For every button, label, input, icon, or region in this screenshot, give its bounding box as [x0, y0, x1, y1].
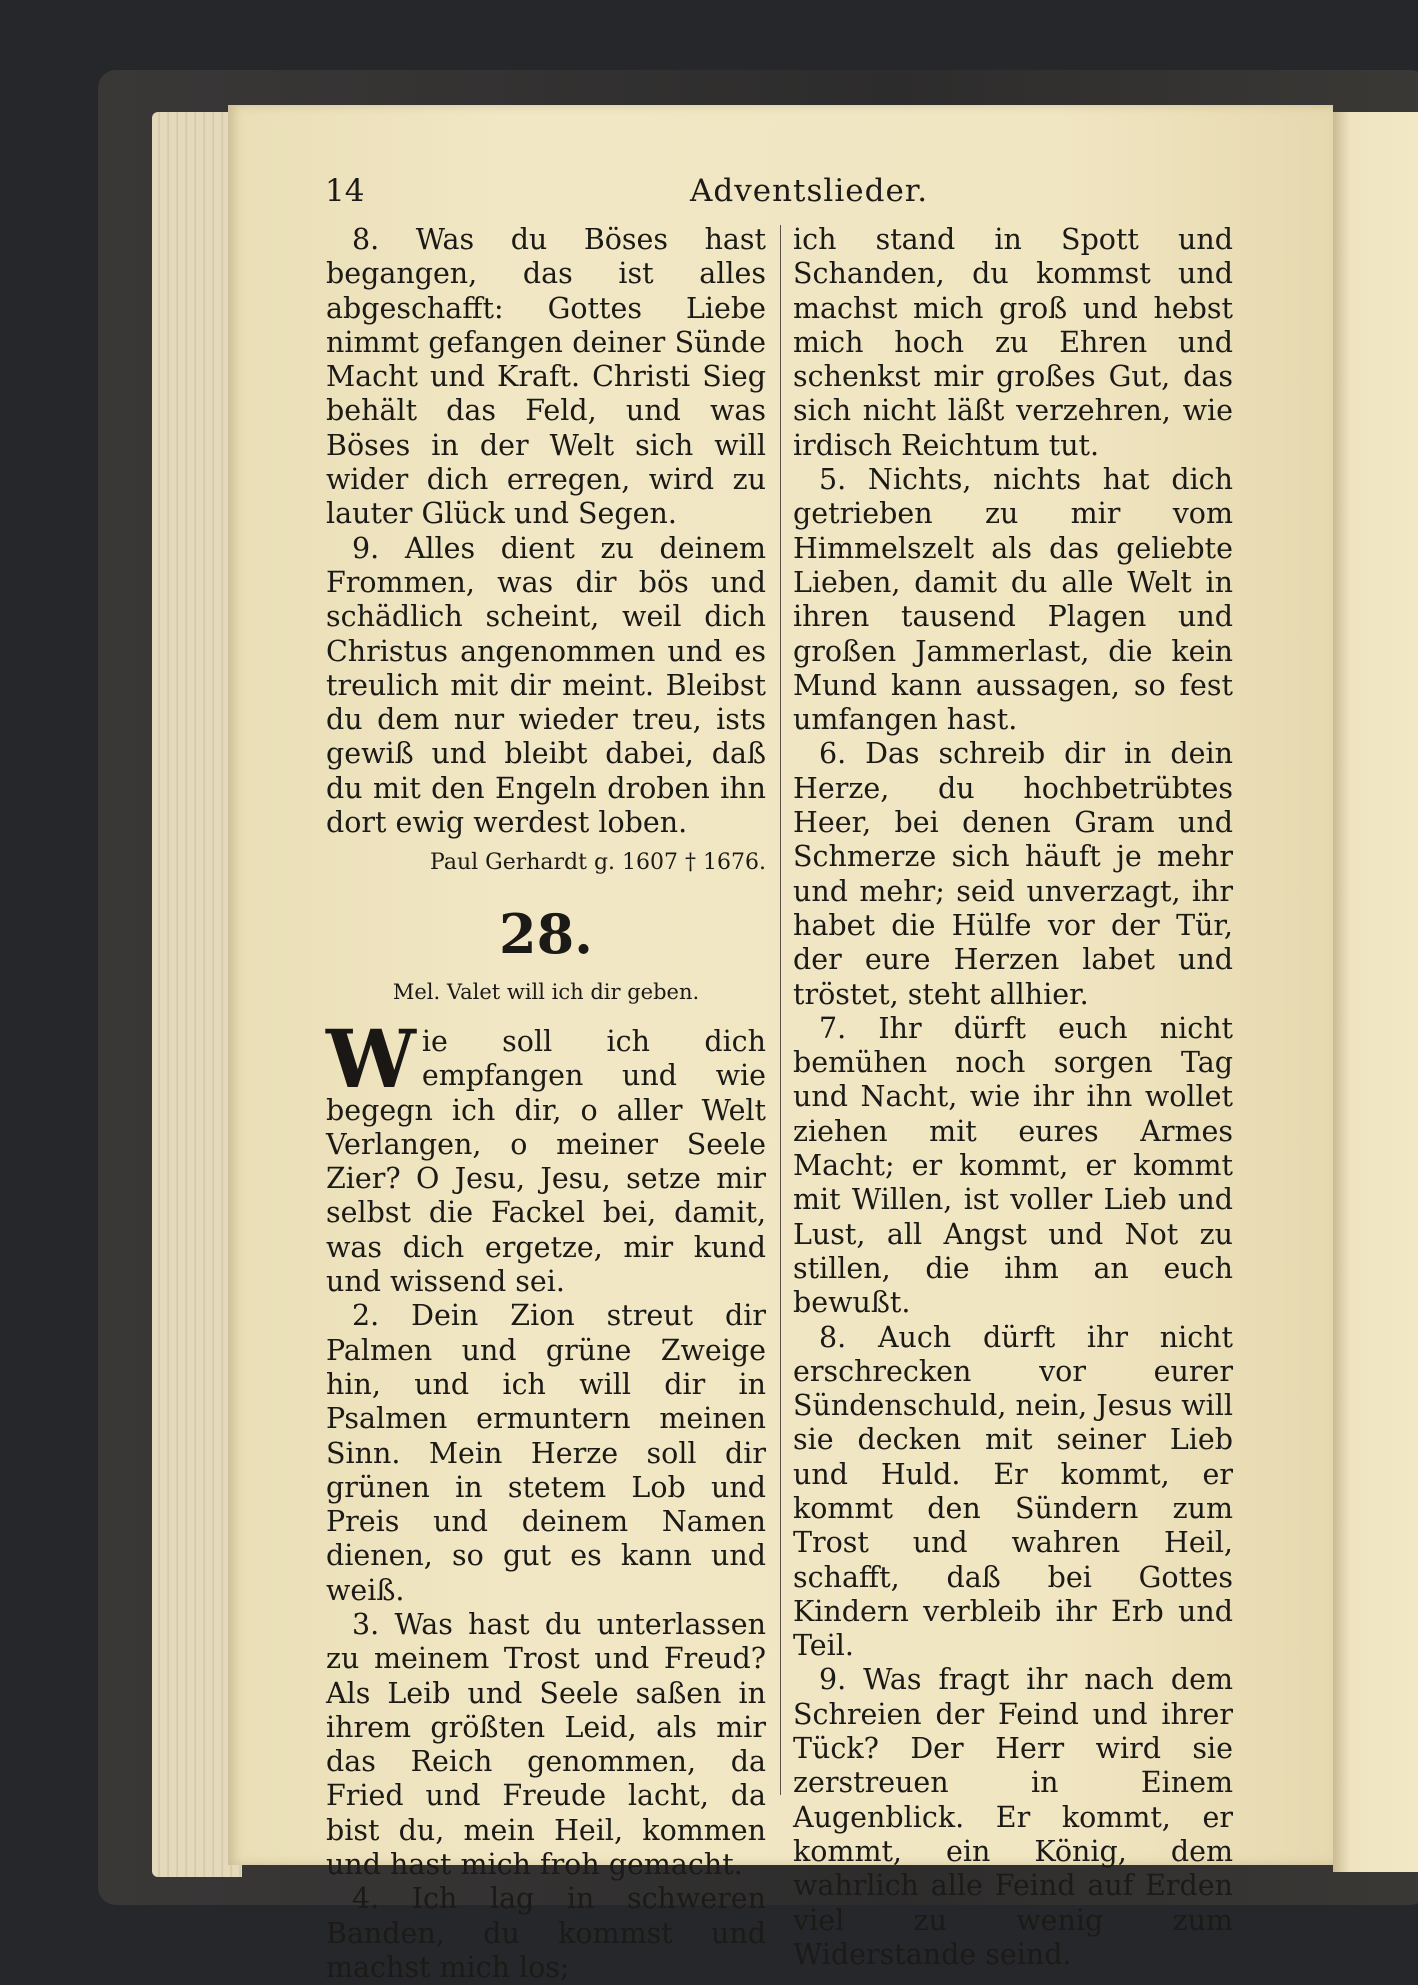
- drop-cap: W: [326, 1011, 416, 1106]
- verse-1: [326, 1011, 766, 1299]
- verse-6: 6. Das schreib dir in dein Herze, du hochbetrübtes Heer, bei denen Gram und Schmerze sich häuft je mehr und mehr; seid unverzagt, ihr habet die Hülfe vor der Tür, der eure Herzen labet und tröstet, steht allhier.: [793, 737, 1233, 1011]
- facing-page-edge: [1333, 112, 1418, 1872]
- book-page: [228, 105, 1333, 1984]
- verse-5: 5. Nichts, nichts hat dich getrieben zu mir vom Himmelszelt als das geliebte Lieben, damit du alle Welt in ihren tausend Plagen und großen Jammerlast, die kein Mund kann aussagen, so fest umfangen hast.: [793, 463, 1233, 737]
- left-column: [326, 223, 766, 1985]
- column-rule: [780, 225, 781, 1795]
- running-head: Adventslieder.: [690, 173, 929, 209]
- verse-8: 8. Auch dürft ihr nicht erschrecken vor eurer Sündenschuld, nein, Jesus will sie decken mit seiner Lieb und Huld. Er kommt, er kommt den Sündern zum Trost und wahren Heil, schafft, daß bei Gottes Kindern verbleib ihr Erb und Teil.: [793, 1320, 1233, 1663]
- verse-4-start: 4. Ich lag in schweren Banden, du kommst und machst mich los;: [326, 1882, 766, 1984]
- melody-line: Mel. Valet will ich dir geben.: [392, 979, 700, 1004]
- page-header: [325, 173, 1095, 221]
- verse-8-previous-hymn: 8. Was du Böses hast begangen, das ist alles abgeschafft: Gottes Liebe nimmt gefangen deiner Sünde Macht und Kraft. Christi Sieg behält das Feld, und was Böses in der Welt sich will wider dich erregen, wird zu lauter Glück und Segen.: [326, 223, 766, 531]
- page-number: 14: [325, 173, 365, 209]
- verse-2: 2. Dein Zion streut dir Palmen und grüne Zweige hin, und ich will dir in Psalmen ermuntern meinen Sinn. Mein Herze soll dir grünen in stetem Lob und Preis und deinem Namen dienen, so gut es kann und weiß.: [326, 1299, 766, 1607]
- verse-9-previous-hymn: 9. Alles dient zu deinem Frommen, was dir bös und schädlich scheint, weil dich Christus angenommen und es treulich mit dir meint. Bleibst du dem nur wieder treu, ists gewiß und bleibt dabei, daß du mit den Engeln droben ihn dort ewig werdest loben.: [326, 531, 766, 840]
- right-column: [793, 223, 1233, 1972]
- verse-1-text: ie soll ich dich empfangen und wie begegn ich dir, o aller Welt Verlangen, o meiner Seele Zier? O Jesu, Jesu, setze mir selbst die Fackel bei, damit, was dich ergetze, mir kund und wissend sei.: [326, 1024, 766, 1299]
- verse-9: 9. Was fragt ihr nach dem Schreien der Feind und ihrer Tück? Der Herr wird sie zerstreuen in Einem Augenblick. Er kommt, er kommt, ein König, dem wahrlich alle Feind auf Erden viel zu wenig zum Widerstande seind.: [793, 1663, 1233, 1971]
- hymn-author: Paul Gerhardt g. 1607 † 1676.: [430, 850, 766, 876]
- hymn-number: 28.: [499, 901, 593, 966]
- verse-3: 3. Was hast du unterlassen zu meinem Trost und Freud? Als Leib und Seele saßen in ihrem größten Leid, als mir das Reich genommen, da Fried und Freude lacht, da bist du, mein Heil, kommen und hast mich froh gemacht.: [326, 1607, 766, 1882]
- verse-7: 7. Ihr dürft euch nicht bemühen noch sorgen Tag und Nacht, wie ihr ihn wollet ziehen mit eures Armes Macht; er kommt, er kommt mit Willen, ist voller Lieb und Lust, all Angst und Not zu stillen, die ihm an euch bewußt.: [793, 1011, 1233, 1320]
- verse-4-end: ich stand in Spott und Schanden, du kommst und machst mich groß und hebst mich hoch zu Ehren und schenkst mir großes Gut, das sich nicht läßt verzehren, wie irdisch Reichtum tut.: [793, 223, 1233, 462]
